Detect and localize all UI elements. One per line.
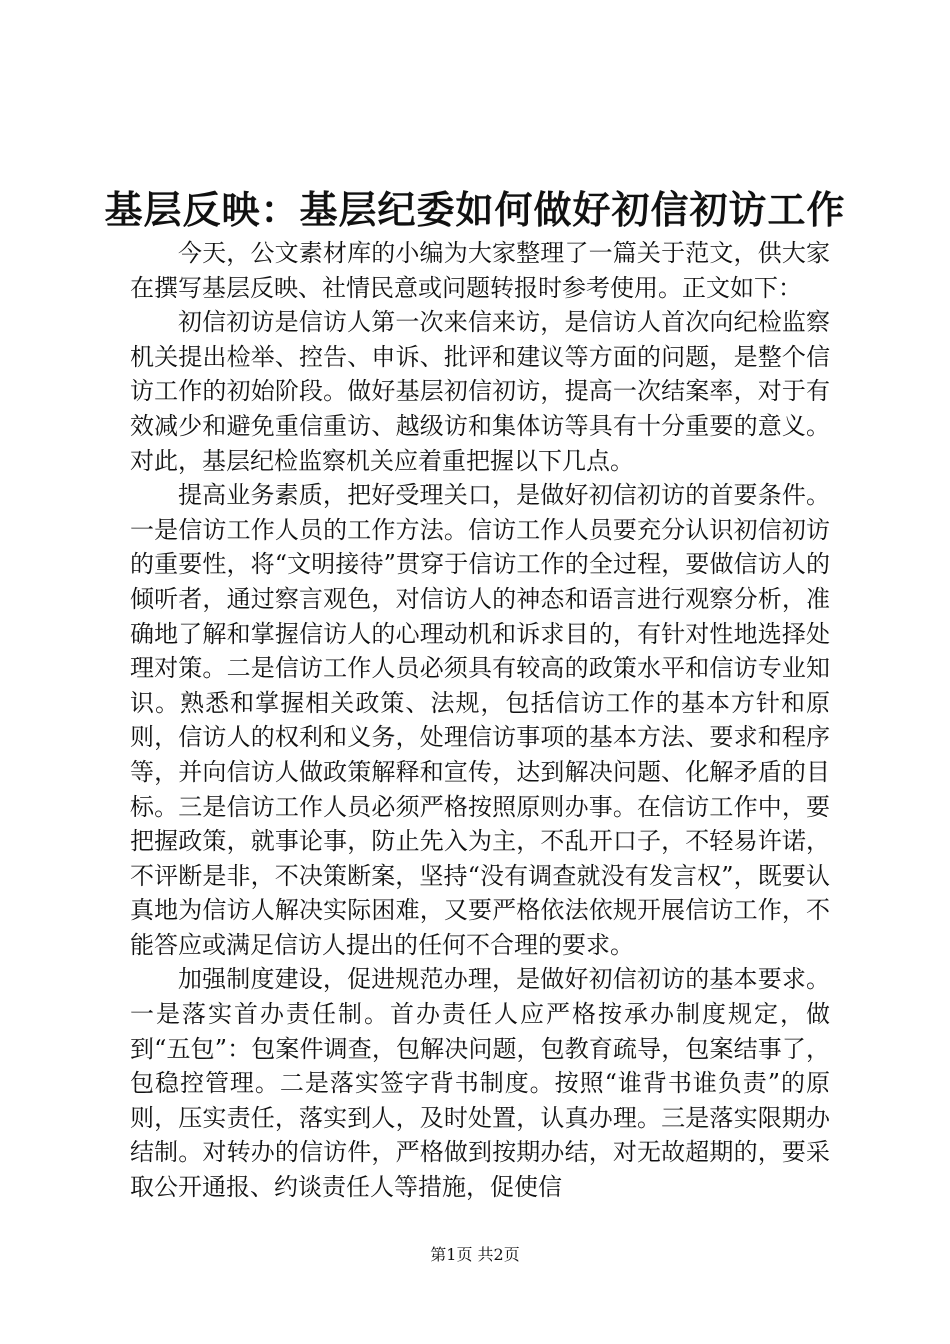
document-title: 基层反映：基层纪委如何做好初信初访工作: [104, 187, 846, 232]
document-body: [130, 236, 830, 1205]
paragraph-intro: 今天，公文素材库的小编为大家整理了一篇关于范文，供大家在撰写基层反映、社情民意或问题转报时参考使用。正文如下：: [130, 239, 830, 302]
paragraph-background: 初信初访是信访人第一次来信来访，是信访人首次向纪检监察机关提出检举、控告、申诉、批评和建议等方面的问题，是整个信访工作的初始阶段。做好基层初信初访，提高一次结案率，对于有效减少和避免重信重访、越级访和集体访等具有十分重要的意义。对此，基层纪检监察机关应着重把握以下几点。: [130, 308, 830, 475]
paragraph-business-quality: 提高业务素质，把好受理关口，是做好初信初访的首要条件。一是信访工作人员的工作方法。信访工作人员要充分认识初信初访的重要性，将“文明接待”贯穿于信访工作的全过程，要做信访人的倾听者，通过察言观色，对信访人的神态和语言进行观察分析，准确地了解和掌握信访人的心理动机和诉求目的，有针对性地选择处理对策。二是信访工作人员必须具有较高的政策水平和信访专业知识。熟悉和掌握相关政策、法规，包括信访工作的基本方针和原则，信访人的权利和义务，处理信访事项的基本方法、要求和程序等，并向信访人做政策解释和宣传，达到解决问题、化解矛盾的目标。三是信访工作人员必须严格按照原则办事。在信访工作中，要把握政策，就事论事，防止先入为主，不乱开口子，不轻易许诺，不评断是非，不决策断案，坚持“没有调查就没有发言权”，既要认真地为信访人解决实际困难，又要严格依法依规开展信访工作，不能答应或满足信访人提出的任何不合理的要求。: [130, 481, 830, 959]
paragraph-system-building: 加强制度建设，促进规范办理，是做好初信初访的基本要求。一是落实首办责任制。首办责任人应严格按承办制度规定，做到“五包”：包案件调查，包解决问题，包教育疏导，包案结事了，包稳控管理。二是落实签字背书制度。按照“谁背书谁负责”的原则，压实责任，落实到人，及时处置，认真办理。三是落实限期办结制。对转办的信访件，严格做到按期办结，对无故超期的，要采取公开通报、约谈责任人等措施，促使信: [130, 965, 830, 1202]
page-footer: 第1页 共2页: [430, 1245, 520, 1264]
